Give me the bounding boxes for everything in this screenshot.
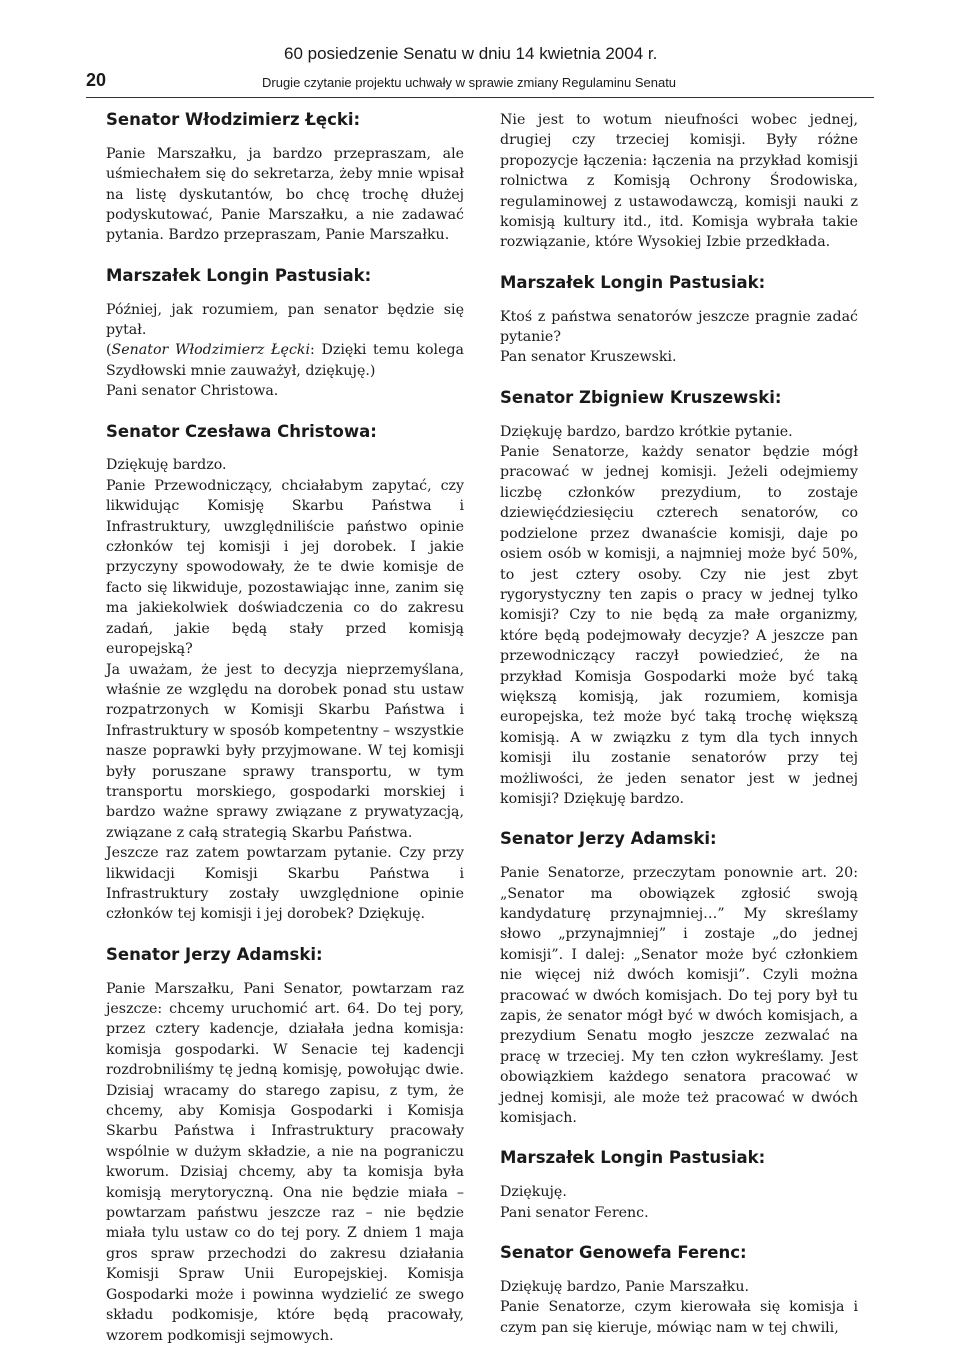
paragraph: Panie Senatorze, czym kierowała się komisja i czym pan się kieruje, mówiąc nam w tej chwili, <box>500 1299 858 1336</box>
paragraph: Ktoś z państwa senatorów jeszcze pragnie zadać pytanie? <box>500 308 858 346</box>
paragraph: Dziękuję bardzo, Panie Marszałku. <box>500 1278 750 1295</box>
paragraph: Pan senator Kruszewski. <box>500 349 677 366</box>
paragraph: Panie Marszałku, Pani Senator, powtarzam raz jeszcze: chcemy uruchomić art. 64. Do tej pory, przez cztery kadencje, działała jedna komisja: komisja gospodarki. W Senacie tej kadencji rozdrobniliśmy tę jedną komisję, powołując dwie. Dzisiaj wracamy do starego zapisu, z tym, że chcemy, aby Komisja Gospodarki i Komisja Skarbu Państwa i Infrastruktury pracowały wspólnie w dużym składzie, a nie na pograniczu kworum. Dzisiaj chcemy, aby ta komisja była komisją merytoryczną. Ona nie będzie miała – powtarzam państwu jeszcze raz – nie będzie miała tylu ustaw co do tej pory. Z dniem 1 maja gros spraw przechodzi do zakresu działania Komisji Spraw Unii Europejskiej. Komisja Gospodarki może i powinna wydzielić ze swego składu podkomisje, które będą pracowały, wzorem podkomisji sejmowych. <box>106 980 464 1344</box>
session-subtitle: Drugie czytanie projektu uchwały w sprawie zmiany Regulaminu Senatu <box>262 75 677 90</box>
left-column <box>106 110 464 1346</box>
paragraph: Później, jak rozumiem, pan senator będzie się pytał. <box>106 301 464 339</box>
speaker-name: Marszałek Longin Pastusiak: <box>500 272 766 292</box>
header-rule <box>86 97 874 98</box>
speaker-name: Senator Czesława Christowa: <box>106 421 377 441</box>
page-number: 20 <box>86 70 107 90</box>
speaker-name: Senator Jerzy Adamski: <box>500 829 717 849</box>
speaker-name: Marszałek Longin Pastusiak: <box>106 265 372 285</box>
paragraph: Nie jest to wotum nieufności wobec jednej, drugiej czy trzeciej komisji. Były różne propozycje łączenia: łączenia na przykład komisji rolnictwa z Komisją Ochrony Środowiska, regulaminowej z ustawodawczą, komisji nauki z komisją kultury itd., itd. Komisja wybrała takie rozwiązanie, które Wysokiej Izbie przedkłada. <box>500 112 858 251</box>
speech-pastusiak-2 <box>500 273 858 368</box>
paragraph: Panie Senatorze, przeczytam ponownie art. 20: „Senator ma obowiązek zgłosić swoją kandydaturę przynajmniej…” My skreślamy słowo „przynajmniej” i zostaje „do jednej komisji”. I dalej: „Senator może być członkiem nie więcej niż dwóch komisji”. Czyli można pracować w dwóch komisjach. Do tej pory był tu zapis, że senator mógł być w dwóch komisjach, a prezydium Senatu mogło jeszcze zezwalać na pracę w trzeciej. My ten człon wykreślamy. Jest obowiązkiem każdego senatora pracować w jednej komisji, ale może też pracować w dwóch komisjach. <box>500 865 858 1127</box>
paragraph: Pani senator Christowa. <box>106 383 279 400</box>
speaker-name: Senator Włodzimierz Łęcki: <box>106 110 361 129</box>
paragraph: Panie Przewodniczący, chciałabym zapytać, czy likwidując Komisję Skarbu Państwa i Infrastruktury, uwzględniliście państwo opinie członków tej komisji i jej dorobek. I jakie przyczyny spowodowały, że te dwie komisje de facto się likwiduje, pozostawiając inne, zanim się ma jakiekolwiek doświadczenia co do zakresu zadań, jakie będą stały przed komisją europejską? <box>106 477 464 658</box>
speech-adamski-2 <box>500 829 858 1128</box>
paragraph: Dziękuję bardzo, bardzo krótkie pytanie. <box>500 423 793 440</box>
speaker-name: Senator Jerzy Adamski: <box>106 944 323 964</box>
paragraph: Dziękuję. <box>500 1184 567 1201</box>
speaker-name: Senator Zbigniew Kruszewski: <box>500 387 782 407</box>
speech-pastusiak-1 <box>106 266 464 402</box>
paragraph: Panie Marszałku, ja bardzo przepraszam, ale uśmiechałem się do sekretarza, żeby mnie wpisał na listę dyskutantów, bo chcę trochę dłużej podyskutować, Panie Marszałku, a nie zadawać pytania. Bardzo przepraszam, Panie Marszałku. <box>106 145 464 244</box>
session-title: 60 posiedzenie Senatu w dniu 14 kwietnia 2004 r. <box>284 44 658 63</box>
speech-adamski-cont <box>500 110 858 253</box>
paragraph: Ja uważam, że jest to decyzja nieprzemyślana, właśnie ze względu na dorobek ponad stu ustaw rozpatrzonych w Komisji Skarbu Państwa i Infrastruktury w sposób kompetentny – wszystkie nasze poprawki były przyjmowane. W tej komisji były poruszane sprawy transportu, w tym transportu morskiego, gospodarki morskiej i bardzo ważne sprawy związane z prywatyzacją, związane z całą strategią Skarbu Państwa. <box>106 661 464 841</box>
speech-kruszewski <box>500 388 858 810</box>
speaker-name: Marszałek Longin Pastusiak: <box>500 1148 766 1168</box>
speaker-name: Senator Genowefa Ferenc: <box>500 1243 747 1263</box>
paragraph: Dziękuję bardzo. <box>106 457 227 474</box>
speech-ferenc <box>500 1243 858 1338</box>
speech-adamski-1 <box>106 945 464 1346</box>
paragraph: Jeszcze raz zatem powtarzam pytanie. Czy przy likwidacji Komisji Skarbu Państwa i Infrastruktury zostały uwzględnione opinie członków tej komisji i jej dorobek? Dziękuję. <box>106 845 464 923</box>
speech-lecki <box>106 110 464 246</box>
right-column <box>500 110 858 1338</box>
interjection-speaker: Senator Włodzimierz Łęcki <box>111 342 311 359</box>
paragraph: Panie Senatorze, każdy senator będzie mógł pracować w jednej komisji. Jeżeli odejmiemy liczbę członków prezydium, to zostaje dziewięćdziesięciu czterech senatorów, co podzielone przez dwanaście komisji, daje po osiem osób w komisji, a najmniej może być 50%, to jest cztery osoby. Czy nie jest zbyt rygorystyczny ten zapis o pracy w jednej tylko komisji? Czy to nie będą za małe organizmy, które będą podejmowały decyzje? A jeszcze pan przewodniczący raczył powiedzieć, że na przykład Komisja Gospodarki może być taką większą komisją, jak rozumiem, komisja europejska, też może być taką trochę większą komisją. A w związku z tym dla tych innych komisji ilu zostanie senatorów przy tej możliwości, że jeden senator jest w jednej komisji? Dziękuję bardzo. <box>500 444 858 807</box>
speech-christowa <box>106 422 464 925</box>
speech-pastusiak-3 <box>500 1148 858 1223</box>
page-header <box>86 20 874 98</box>
interjection: (Senator Włodzimierz Łęcki: Dzięki temu kolega Szydłowski mnie zauważył, dziękuję.) <box>106 342 464 379</box>
paragraph: Pani senator Ferenc. <box>500 1204 649 1221</box>
